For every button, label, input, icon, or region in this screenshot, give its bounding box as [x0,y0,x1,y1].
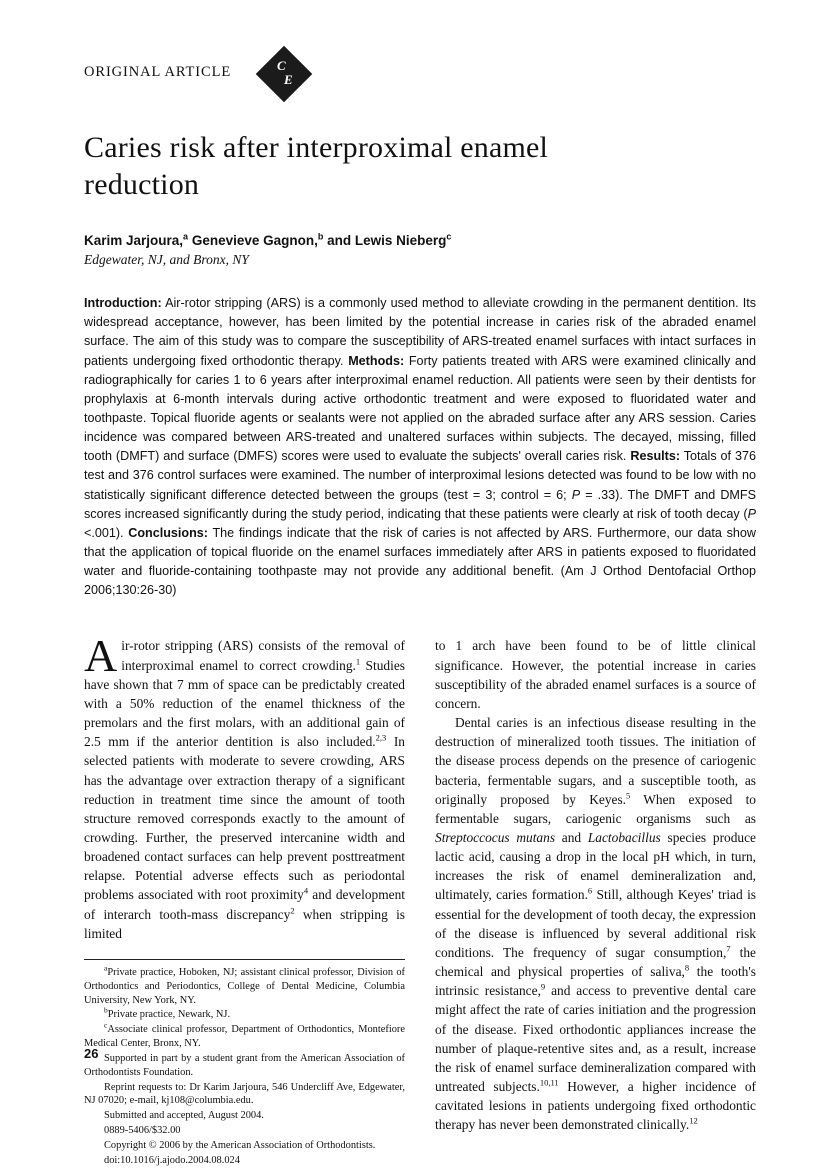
author-affiliation-cities: Edgewater, NJ, and Bronx, NY [84,252,249,268]
footnote-item: Supported in part by a student grant from the American Association of Orthodontists Foundation. [84,1052,405,1078]
footnote-item: $^a$Private practice, Hoboken, NJ; assistant clinical professor, Division of Orthodontics and Periodontics, College of Dental Medicine, Columbia University, New York, NY. [84,963,405,1006]
body-column-right [435,636,756,1168]
article-type-label: ORIGINAL ARTICLE [84,64,232,80]
page-number: 26 [84,1046,99,1061]
abstract-methods-label: Methods: [348,353,405,368]
body-paragraph: Dental caries is an infectious disease resulting in the destruction of mineralized tooth tissues. The initiation of the disease process depends on the presence of cariogenic bacteria, fermentable sugars, and a susceptible tooth, as originally proposed by Keyes.$^5$ When exposed to fermentable sugars, cariogenic organisms such as Streptoccocus mutans and Lactobacillus species produce lactic acid, causing a drop in the local pH which, in turn, increases the risk of enamel demineralization and, ultimately, caries formation.$^6$ Still, although Keyes' triad is essential for the development of tooth decay, the expression of the disease is influenced by several additional risk conditions. The frequency of sugar consumption,$^7$ the chemical and physical properties of saliva,$^8$ the tooth's intrinsic resistance,$^9$ and access to preventive dental care might affect the rate of caries initiation and the progression of the disease. Fixed orthodontic appliances increase the number of plaque-retentive sites and, as a result, increase the risk of enamel surface demineralization compared with untreated subjects.$^{10,11}$ However, a higher incidence of cavitated lesions in patients undergoing fixed orthodontic therapy has never been demonstrated clinically.$^{12}$ [435,715,757,1133]
abstract-results-text-3: <.001). [84,525,129,540]
abstract-conclusions-text: The findings indicate that the risk of caries is not affected by ARS. Furthermore, our data show that the application of topical fluoride on the enamel surfaces immediately after ARS in patients exposed to fluoridated water and fluoride-containing toothpaste may not provide any additional benefit. (Am J Orthod Dentofacial Orthop 2006;130:26-30) [84,525,756,598]
abstract-p-italic-2: P [747,506,756,521]
drop-cap: A [84,630,118,682]
ce-logo-letter-e: E [284,72,293,87]
abstract-introduction-label: Introduction: [84,296,162,311]
footnote-item: 0889-5406/$32.00 [104,1125,181,1137]
header-row [84,56,756,112]
author-list: Karim Jarjoura,$^a$ Genevieve Gagnon,$^b$ and Lewis Nieberg$^c$ [84,231,452,249]
article-content [84,56,756,1169]
body-paragraph-text: ir-rotor stripping (ARS) consists of the removal of interproximal enamel to correct crowding.$^1$ Studies have shown that 7 mm of space can be predictably created with a 50% reduction of the enamel thickness of the premolars and the first molars, with an additional gain of 2.5 mm if the anterior dentition is also included.$^{2,3}$ In selected patients with moderate to severe crowding, ARS has the advantage over extraction therapy of a significant reduction in treatment time since the amount of tooth structure removed corresponds exactly to the amount of crowding. Further, the preserved intercanine width and broadened contact surfaces can help prevent posttreatment relapse. Potential adverse effects such as periodontal problems associated with root proximity$^4$ and development of interarch tooth-mass discrepancy$^2$ when stripping is limited [84,638,405,941]
abstract-methods-text: Forty patients treated with ARS were examined clinically and radiographically for caries 1 to 6 years after interproximal enamel reduction. All patients were seen by their dentists for prophylaxis at 6-month intervals during active orthodontic treatment and were exposed to fluoridated water and toothpaste. Topical fluoride agents or sealants were not applied on the abraded surface after any ARS session. Caries incidence was compared between ARS-treated and unaltered surfaces within subjects. The decayed, missing, filled tooth (DMFT) and surface (DMFS) scores were used to evaluate the subjects' overall caries risk. [84,353,756,464]
continuing-education-logo-icon [256,46,312,102]
abstract-results-label: Results: [630,449,681,464]
body-paragraph: to 1 arch have been found to be of little clinical significance. However, the potential increase in caries susceptibility of the abraded enamel surfaces is a source of concern. [435,638,756,711]
ce-logo-letter-c: C [277,58,286,73]
footnote-item: Submitted and accepted, August 2004. [104,1110,264,1122]
footnote-item: doi:10.1016/j.ajodo.2004.08.024 [104,1154,240,1166]
footnote-item: Copyright © 2006 by the American Association of Orthodontists. [104,1139,376,1151]
body-columns [84,630,757,1168]
abstract [84,294,756,600]
footnote-item: $^c$Associate clinical professor, Department of Orthodontics, Montefiore Medical Center, Bronx, NY. [84,1020,405,1050]
footnote-item: $^b$Private practice, Newark, NJ. [104,1005,231,1021]
abstract-results-text-2: = .33). The DMFT and DMFS scores increased significantly during the study period, indicating that these patients were clearly at risk of tooth decay ( [84,487,756,521]
page-title: Caries risk after interproximal enamel reduction [84,131,549,201]
body-column-left [84,630,405,1168]
body-paragraph [84,630,405,943]
abstract-p-italic-1: P [571,487,581,502]
footnotes-block [84,959,405,1168]
abstract-conclusions-label: Conclusions: [128,525,208,540]
abstract-results-text-1: Totals of 376 test and 376 control surfaces were examined. The number of interproximal lesions detected was found to be low with no statistically significant difference detected between the groups (test = 3; control = 6; [84,449,756,502]
footnote-item: Reprint requests to: Dr Karim Jarjoura, 546 Undercliff Ave, Edgewater, NJ 07020; e-mail, kj108@columbia.edu. [84,1081,405,1107]
abstract-introduction-text: Air-rotor stripping (ARS) is a commonly used method to alleviate crowding in the permanent dentition. Its widespread acceptance, however, has been limited by the potential increase in caries risk of the abraded enamel surface. The aim of this study was to compare the susceptibility of ARS-treated enamel surfaces with intact surfaces in patients undergoing fixed orthodontic therapy. [84,296,756,368]
